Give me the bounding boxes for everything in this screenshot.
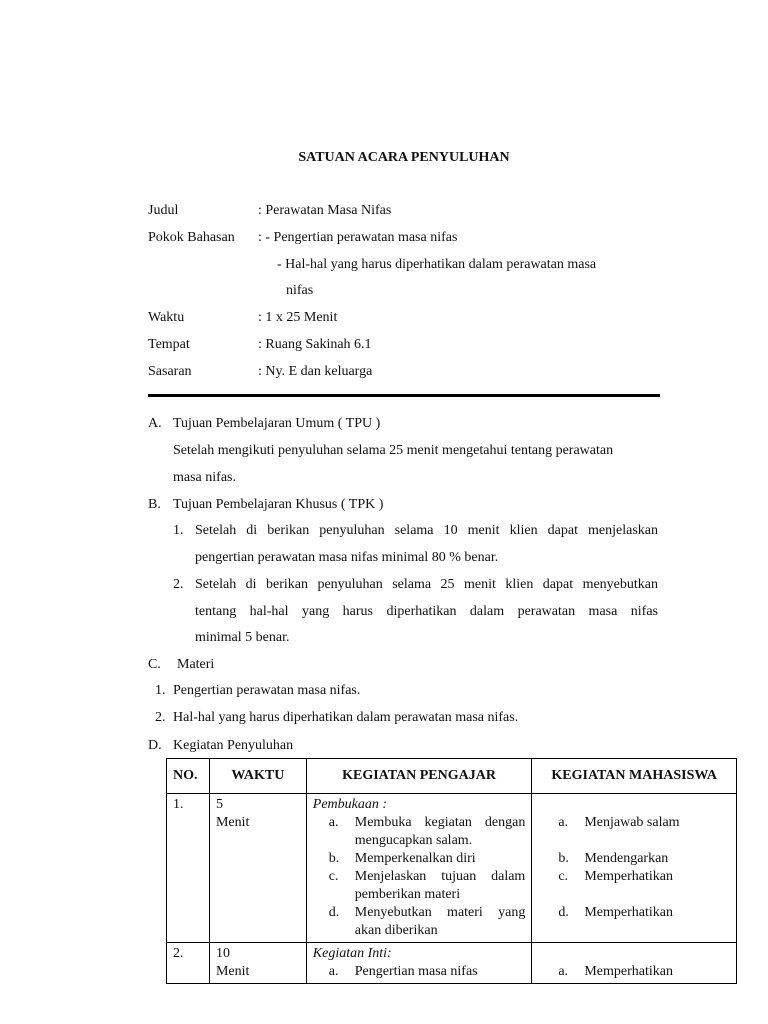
tpk-item-2-number: 2. bbox=[173, 577, 184, 592]
tpk-item-2-line3: minimal 5 benar. bbox=[195, 630, 290, 645]
waktu-value: 5 bbox=[215, 797, 223, 812]
section-d-heading: Kegiatan Penyuluhan bbox=[173, 738, 294, 753]
document-title: SATUAN ACARA PENYULUHAN bbox=[298, 150, 510, 165]
materi-1-number: 1. bbox=[155, 683, 166, 698]
header-mahasiswa: KEGIATAN MAHASISWA bbox=[532, 759, 737, 794]
phase-label: Kegiatan Inti: bbox=[312, 946, 392, 961]
section-a-line1: Setelah mengikuti penyuluhan selama 25 menit mengetahui tentang perawatan bbox=[173, 443, 614, 458]
activity-table bbox=[166, 758, 737, 984]
row-mahasiswa bbox=[532, 943, 737, 984]
pokok-value-2: - Hal-hal yang harus diperhatikan dalam perawatan masa bbox=[277, 257, 597, 272]
materi-2-text: Hal-hal yang harus diperhatikan dalam perawatan masa nifas. bbox=[173, 710, 519, 725]
tempat-value: : Ruang Sakinah 6.1 bbox=[258, 337, 372, 352]
list-item bbox=[313, 814, 526, 850]
list-item bbox=[313, 904, 526, 940]
item-text: Menyebutkan materi yang akan diberikan bbox=[354, 905, 526, 938]
list-item bbox=[538, 904, 730, 922]
list-item bbox=[313, 850, 526, 868]
item-text: Memperkenalkan diri bbox=[354, 851, 476, 866]
table-row bbox=[167, 794, 737, 943]
tpk-item-2-line2: tentang hal-hal yang harus diperhatikan dalam perawatan masa nifas bbox=[195, 604, 658, 619]
phase-label: Pembukaan : bbox=[312, 797, 388, 812]
item-marker: c. bbox=[328, 869, 339, 884]
item-marker: c. bbox=[558, 869, 569, 884]
list-item bbox=[538, 814, 730, 850]
judul-label: Judul bbox=[148, 203, 179, 218]
row-no: 1. bbox=[167, 794, 210, 943]
section-a-heading: Tujuan Pembelajaran Umum ( TPU ) bbox=[173, 416, 381, 431]
waktu-value: 10 bbox=[215, 946, 230, 961]
row-pengajar bbox=[306, 943, 532, 984]
section-c-marker: C. bbox=[148, 657, 161, 672]
item-marker: d. bbox=[558, 905, 569, 920]
judul-value: : Perawatan Masa Nifas bbox=[258, 203, 392, 218]
list-item bbox=[538, 850, 730, 868]
header-divider bbox=[148, 394, 660, 397]
header-pengajar: KEGIATAN PENGAJAR bbox=[306, 759, 532, 794]
tpk-item-1-number: 1. bbox=[173, 523, 184, 538]
item-marker: a. bbox=[558, 964, 569, 979]
item-text: Membuka kegiatan dengan mengucapkan salam. bbox=[354, 815, 526, 848]
pokok-label: Pokok Bahasan bbox=[148, 230, 235, 245]
waktu-unit: Menit bbox=[215, 964, 250, 979]
sasaran-label: Sasaran bbox=[148, 364, 192, 379]
item-text: Menjelaskan tujuan dalam pemberikan materi bbox=[354, 869, 526, 902]
pokok-value-3: nifas bbox=[286, 283, 314, 298]
section-d-marker: D. bbox=[148, 738, 162, 753]
item-text: Memperhatikan bbox=[584, 964, 673, 979]
section-c-heading: Materi bbox=[177, 657, 215, 672]
row-mahasiswa bbox=[532, 794, 737, 943]
row-waktu bbox=[209, 943, 306, 984]
list-item bbox=[313, 868, 526, 904]
section-a-marker: A. bbox=[148, 416, 162, 431]
item-text: Memperhatikan bbox=[584, 869, 673, 884]
waktu-label: Waktu bbox=[148, 310, 185, 325]
tempat-label: Tempat bbox=[148, 337, 190, 352]
row-waktu bbox=[209, 794, 306, 943]
item-text: Memperhatikan bbox=[584, 905, 673, 920]
table-header-row bbox=[167, 759, 737, 794]
row-pengajar bbox=[306, 794, 532, 943]
item-text: Menjawab salam bbox=[584, 815, 680, 830]
item-text: Mendengarkan bbox=[584, 851, 669, 866]
item-marker: d. bbox=[328, 905, 340, 920]
item-marker: a. bbox=[328, 964, 339, 979]
sasaran-value: : Ny. E dan keluarga bbox=[258, 364, 373, 379]
list-item bbox=[538, 963, 730, 981]
table-row bbox=[167, 943, 737, 984]
section-b-heading: Tujuan Pembelajaran Khusus ( TPK ) bbox=[173, 497, 384, 512]
section-a-line2: masa nifas. bbox=[173, 470, 236, 485]
item-text: Pengertian masa nifas bbox=[354, 964, 478, 979]
tpk-item-2-line1: Setelah di berikan penyuluhan selama 25 menit klien dapat menyebutkan bbox=[195, 577, 658, 592]
tpk-item-1-line2: pengertian perawatan masa nifas minimal 80 % benar. bbox=[195, 550, 499, 565]
materi-1-text: Pengertian perawatan masa nifas. bbox=[173, 683, 361, 698]
item-marker: a. bbox=[558, 815, 569, 830]
row-no: 2. bbox=[167, 943, 210, 984]
pokok-value-1: : - Pengertian perawatan masa nifas bbox=[258, 230, 458, 245]
list-item bbox=[313, 963, 526, 981]
section-b-marker: B. bbox=[148, 497, 161, 512]
header-no: NO. bbox=[167, 759, 210, 794]
item-marker: b. bbox=[328, 851, 340, 866]
item-marker: a. bbox=[328, 815, 339, 830]
materi-2-number: 2. bbox=[155, 710, 166, 725]
list-item bbox=[538, 868, 730, 904]
tpk-item-1-line1: Setelah di berikan penyuluhan selama 10 menit klien dapat menjelaskan bbox=[195, 523, 658, 538]
item-marker: b. bbox=[558, 851, 569, 866]
header-waktu: WAKTU bbox=[209, 759, 306, 794]
waktu-value: : 1 x 25 Menit bbox=[258, 310, 338, 325]
waktu-unit: Menit bbox=[215, 815, 250, 830]
